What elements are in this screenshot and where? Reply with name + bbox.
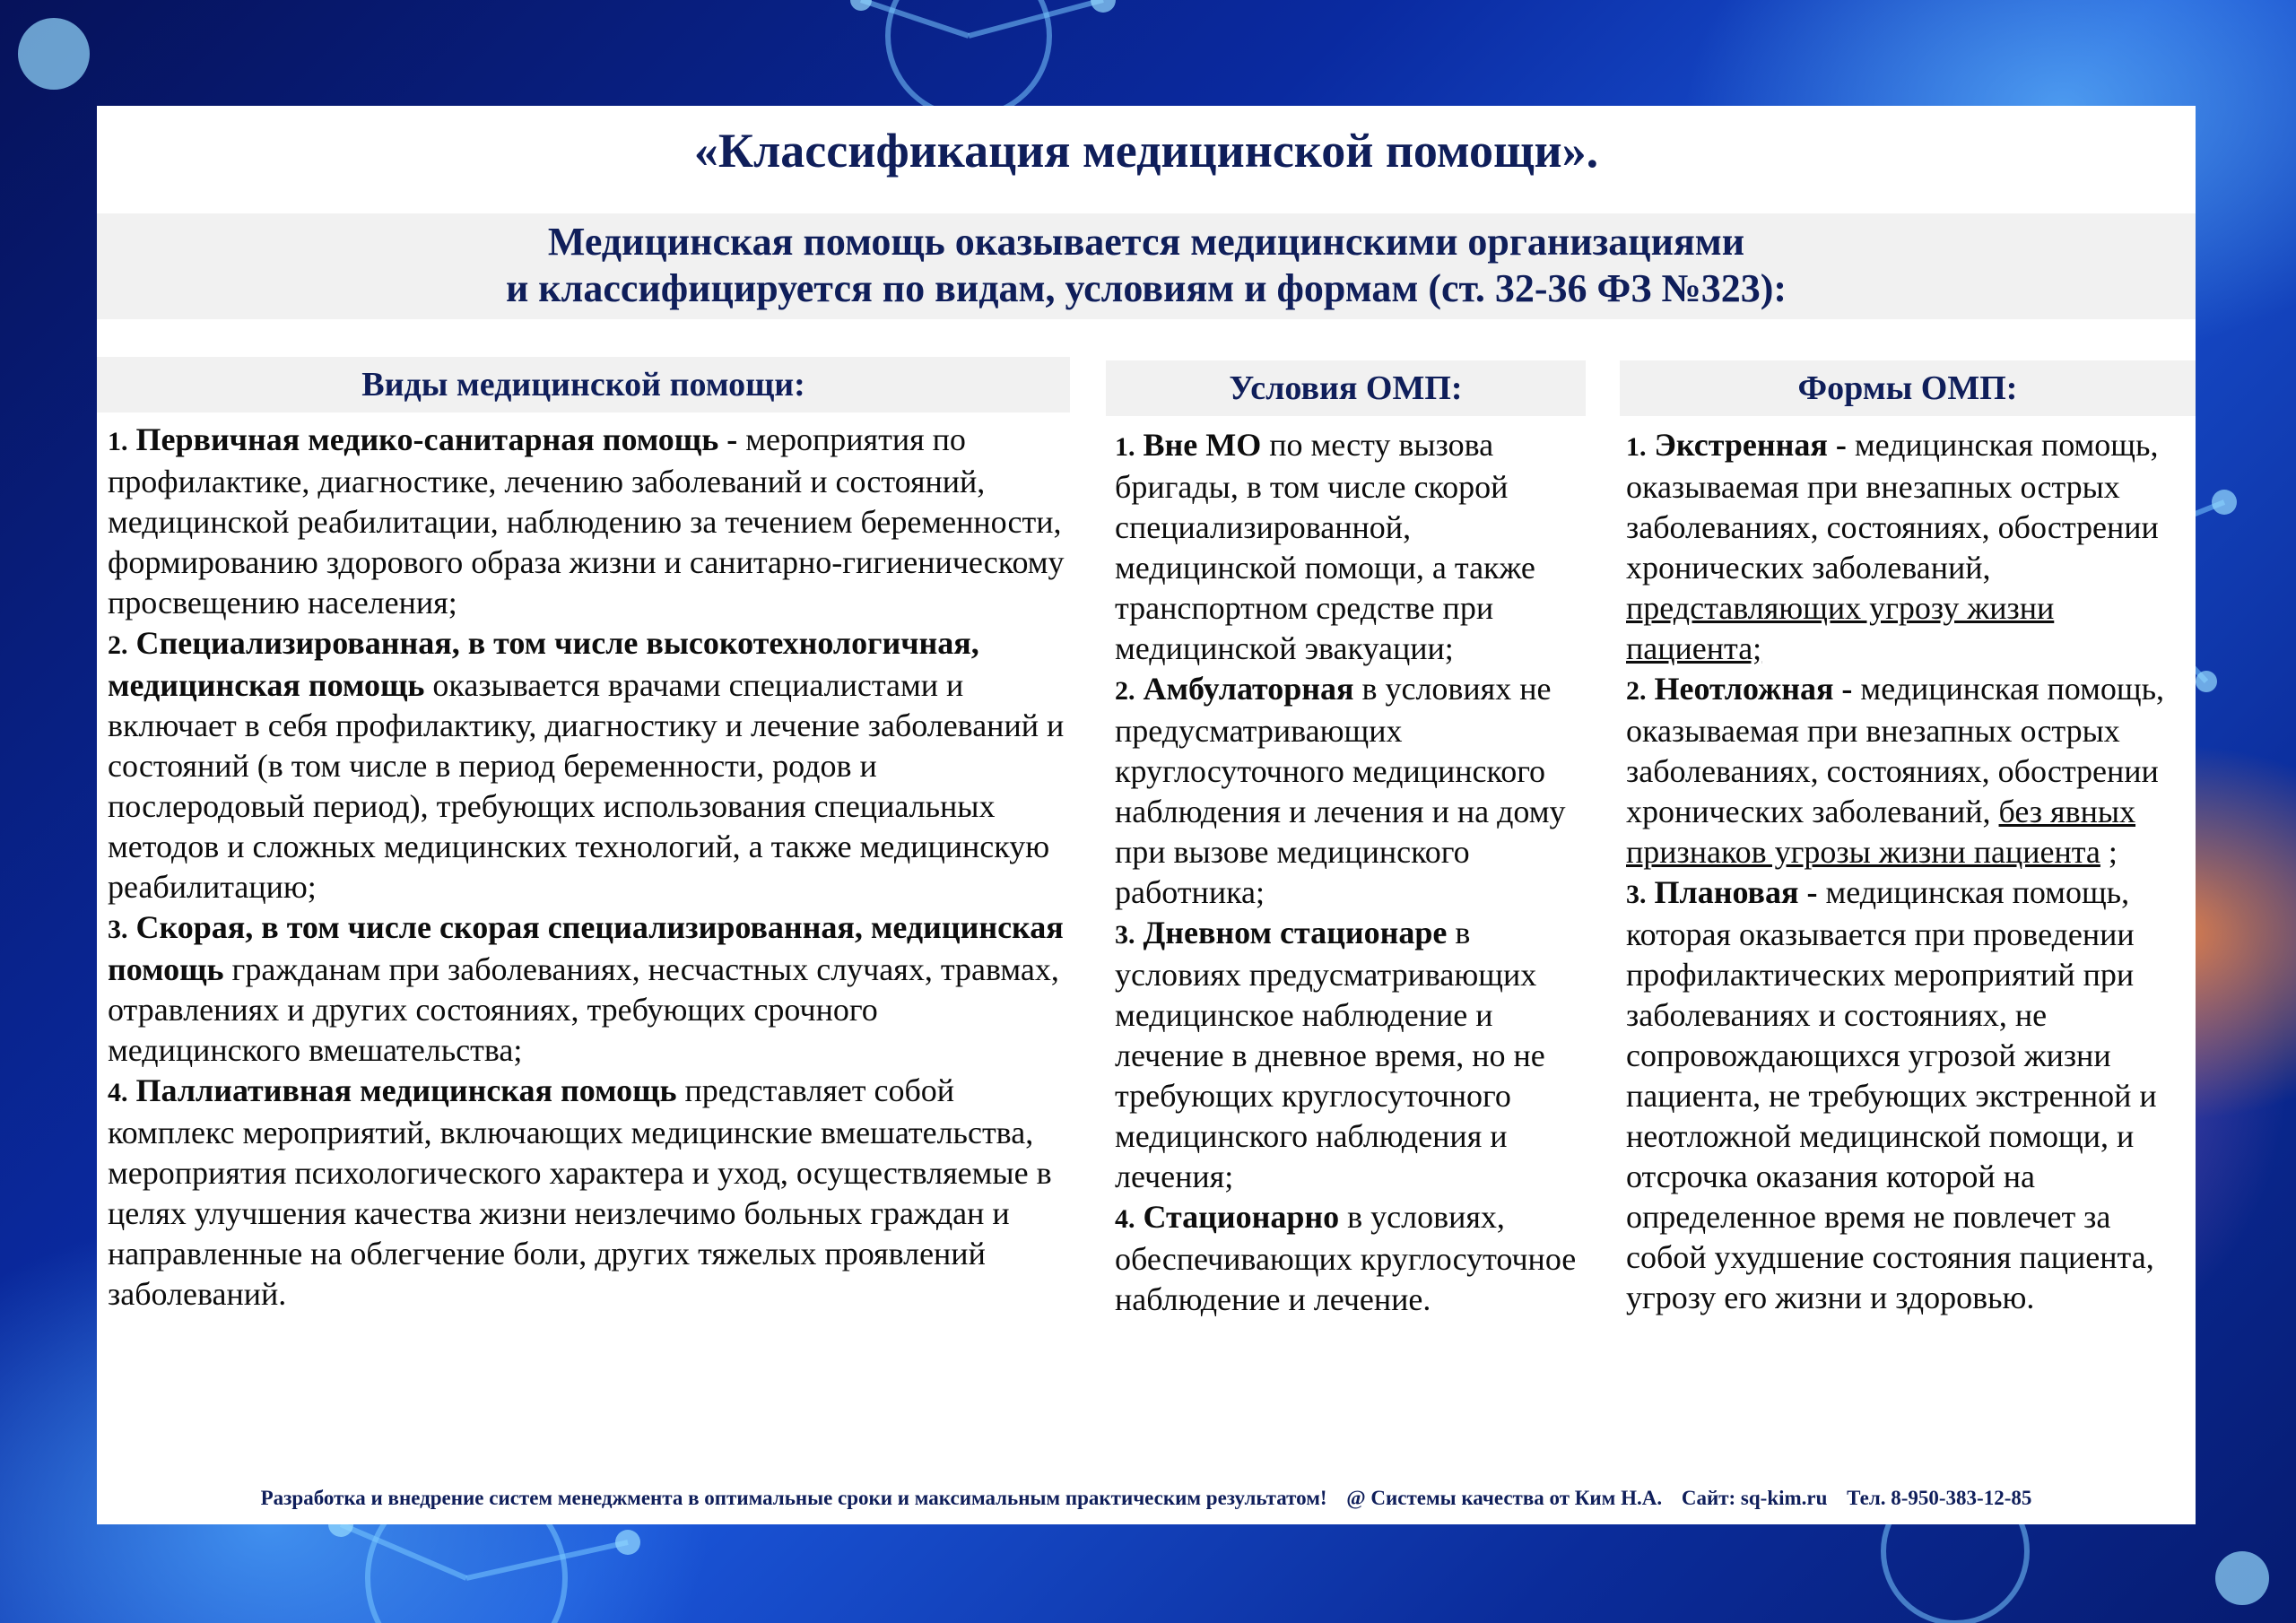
types-column xyxy=(108,420,1072,1315)
list-item: 1. Экстренная - медицинская помощь, оказываемая при внезапных острых заболеваниях, состояниях, обострении хронических заболеваний, представляющих угрозу жизни пациента; xyxy=(1626,427,2159,666)
list-item: 4. Паллиативная медицинская помощь представляет собой комплекс мероприятий, включающих медицинские вмешательства, мероприятия психологического характера и уход, осуществляемые в целях улучшения качества жизни неизлечимо больных граждан и направленные на облегчение боли, других тяжелых проявлений заболеваний. xyxy=(108,1072,1052,1312)
subtitle xyxy=(97,219,2196,312)
forms-column xyxy=(1626,425,2191,1318)
list-item: 3. Дневном стационаре в условиях предусматривающих медицинское наблюдение и лечение в дневное время, но не требующих круглосуточного медицинского наблюдения и лечения; xyxy=(1115,915,1545,1194)
conditions-column xyxy=(1115,425,1586,1320)
list-item: 2. Специализированная, в том числе высокотехнологичная, медицинская помощь оказывается врачами специалистами и включает в себя профилактику, диагностику и лечение заболеваний и состояний (в том числе в период беременности, родов и послеродовый период), требующих использования специальных методов и сложных медицинских технологий, а также медицинскую реабилитацию; xyxy=(108,625,1065,905)
list-item: 2. Неотложная - медицинская помощь, оказываемая при внезапных острых заболеваниях, состояниях, обострении хронических заболеваний, без явных признаков угрозы жизни пациента ; xyxy=(1626,671,2165,870)
page-title: «Классификация медицинской помощи». xyxy=(693,124,1599,178)
list-item: 1. Вне МО по месту вызова бригады, в том числе скорой специализированной, медицинской помощи, а также транспортном средстве при медицинской эвакуации; xyxy=(1115,427,1535,666)
footer xyxy=(97,1485,2196,1512)
list-item: 1. Первичная медико-санитарная помощь - мероприятия по профилактике, диагностике, лечению заболеваний и состояний, медицинской реабилитации, наблюдению за течением беременности, формированию здорового образа жизни и санитарно-гигиеническому просвещению населения; xyxy=(108,421,1065,621)
footer-site: Сайт: sq-kim.ru xyxy=(1681,1487,1828,1509)
list-item: 3. Скорая, в том числе скорая специализированная, медицинская помощь гражданам при заболеваниях, несчастных случаях, травмах, отравлениях и других состояниях, требующих срочного медицинского вмешательства; xyxy=(108,909,1064,1068)
list-item: 2. Амбулаторная в условиях не предусматривающих круглосуточного медицинского наблюдения и лечения и на дому при вызове медицинского работника; xyxy=(1115,671,1566,910)
conditions-column-header: Условия ОМП: xyxy=(1106,360,1586,416)
subtitle-line-1: Медицинская помощь оказывается медицинскими организациями xyxy=(547,220,1745,264)
list-item: 4. Стационарно в условиях, обеспечивающих круглосуточное наблюдение и лечение. xyxy=(1115,1199,1577,1317)
subtitle-line-2: и классифицируется по видам, условиям и формам (ст. 32-36 ФЗ №323): xyxy=(505,266,1787,310)
footer-phone: Тел. 8-950-383-12-85 xyxy=(1847,1487,2032,1509)
types-column-header: Виды медицинской помощи: xyxy=(97,357,1070,412)
footer-slogan: Разработка и внедрение систем менеджмента в оптимальные сроки и максимальным практическим результатом! xyxy=(260,1487,1327,1509)
poster-panel xyxy=(97,106,2196,1524)
footer-brand: @ Системы качества от Ким Н.А. xyxy=(1346,1487,1663,1509)
forms-column-header: Формы ОМП: xyxy=(1620,360,2196,416)
list-item: 3. Плановая - медицинская помощь, которая оказывается при проведении профилактических мероприятий при заболеваниях и состояниях, не сопровождающихся угрозой жизни пациента, не требующих экстренной и неотложной медицинской помощи, и отсрочка оказания которой на определенное время не повлечет за собой ухудшение состояния пациента, угрозу его жизни и здоровью. xyxy=(1626,874,2157,1315)
subtitle-band xyxy=(97,213,2196,319)
